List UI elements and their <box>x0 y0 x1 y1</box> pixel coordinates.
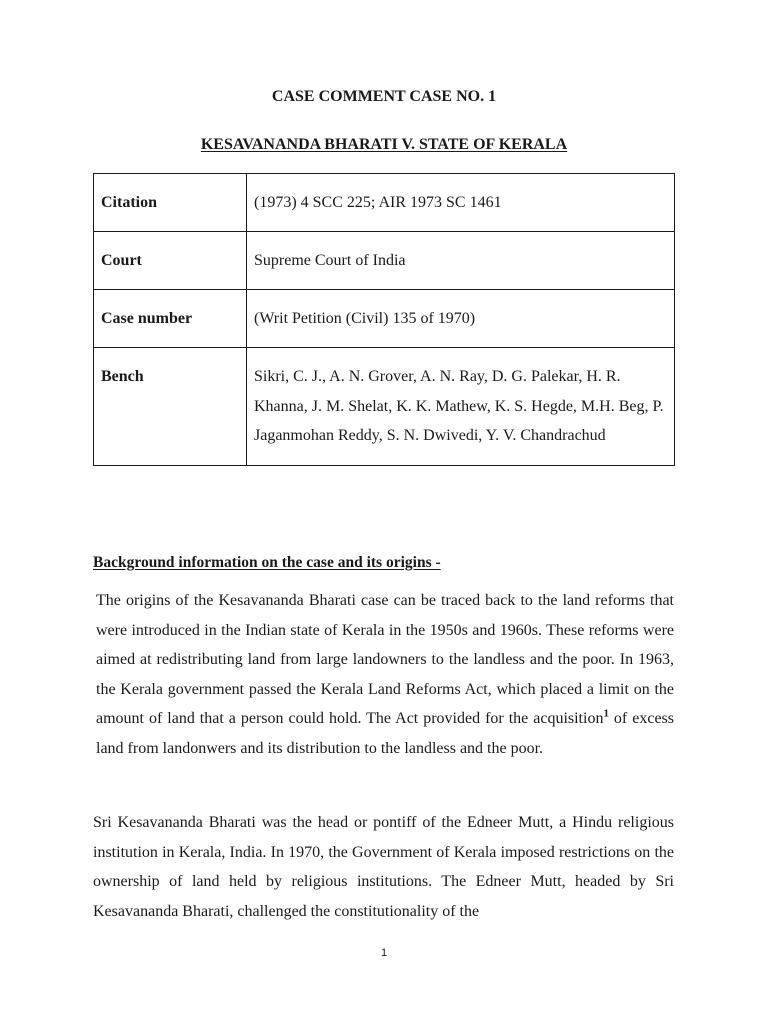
case-info-table <box>93 173 675 466</box>
bench-value-cell <box>247 348 675 466</box>
bench-label-cell <box>94 348 247 466</box>
background-paragraph-2: Sri Kesavananda Bharati was the head or pontiff of the Edneer Mutt, a Hindu religious institution in Kerala, India. In 1970, the Government of Kerala imposed restrictions on the ownership of land held by religious institutions. The Edneer Mutt, headed by Sri Kesavananda Bharati, challenged the constitutionality of the <box>93 814 674 920</box>
document-title: CASE COMMENT CASE NO. 1 <box>271 88 497 105</box>
bench-value: Sikri, C. J., A. N. Grover, A. N. Ray, D. G. Palekar, H. R. Khanna, J. M. Shelat, K. K. Mathew, K. S. Hegde, M.H. Beg, P. Jaganmohan Reddy, S. N. Dwivedi, Y. V. Chandrachud <box>254 368 664 444</box>
bench-label: Bench <box>101 368 144 385</box>
case-number-value: (Writ Petition (Civil) 135 of 1970) <box>254 310 476 327</box>
citation-value: (1973) 4 SCC 225; AIR 1973 SC 1461 <box>254 194 502 211</box>
table-row-case-number <box>94 290 675 348</box>
paragraph-1-text-end: of excess land from landonwers and its distribution to the landless and the poor. <box>96 710 674 757</box>
case-number-value-cell <box>247 290 675 348</box>
citation-label: Citation <box>101 194 157 211</box>
court-label-cell <box>94 232 247 290</box>
case-name-heading: KESAVANANDA BHARATI V. STATE OF KERALA <box>200 136 568 153</box>
table-row-bench <box>94 348 675 466</box>
case-number-label-cell <box>94 290 247 348</box>
background-heading: Background information on the case and its origins - <box>93 554 441 571</box>
case-number-label: Case number <box>101 310 193 327</box>
background-paragraph-1 <box>96 586 674 763</box>
table-row-citation <box>94 174 675 232</box>
court-label: Court <box>101 252 142 269</box>
citation-value-cell <box>247 174 675 232</box>
page-number: 1 <box>380 947 388 959</box>
table-row-court <box>94 232 675 290</box>
citation-label-cell <box>94 174 247 232</box>
court-value: Supreme Court of India <box>254 252 406 269</box>
court-value-cell <box>247 232 675 290</box>
paragraph-1-text-start: The origins of the Kesavananda Bharati case can be traced back to the land reforms that were introduced in the Indian state of Kerala in the 1950s and 1960s. These reforms were aimed at redistributing land from large landowners to the landless and the poor. In 1963, the Kerala government passed the Kerala Land Reforms Act, which placed a limit on the amount of land that a person could hold. The Act provided for the acquisition <box>96 592 674 727</box>
footnote-marker-1[interactable]: 1 <box>603 707 609 720</box>
